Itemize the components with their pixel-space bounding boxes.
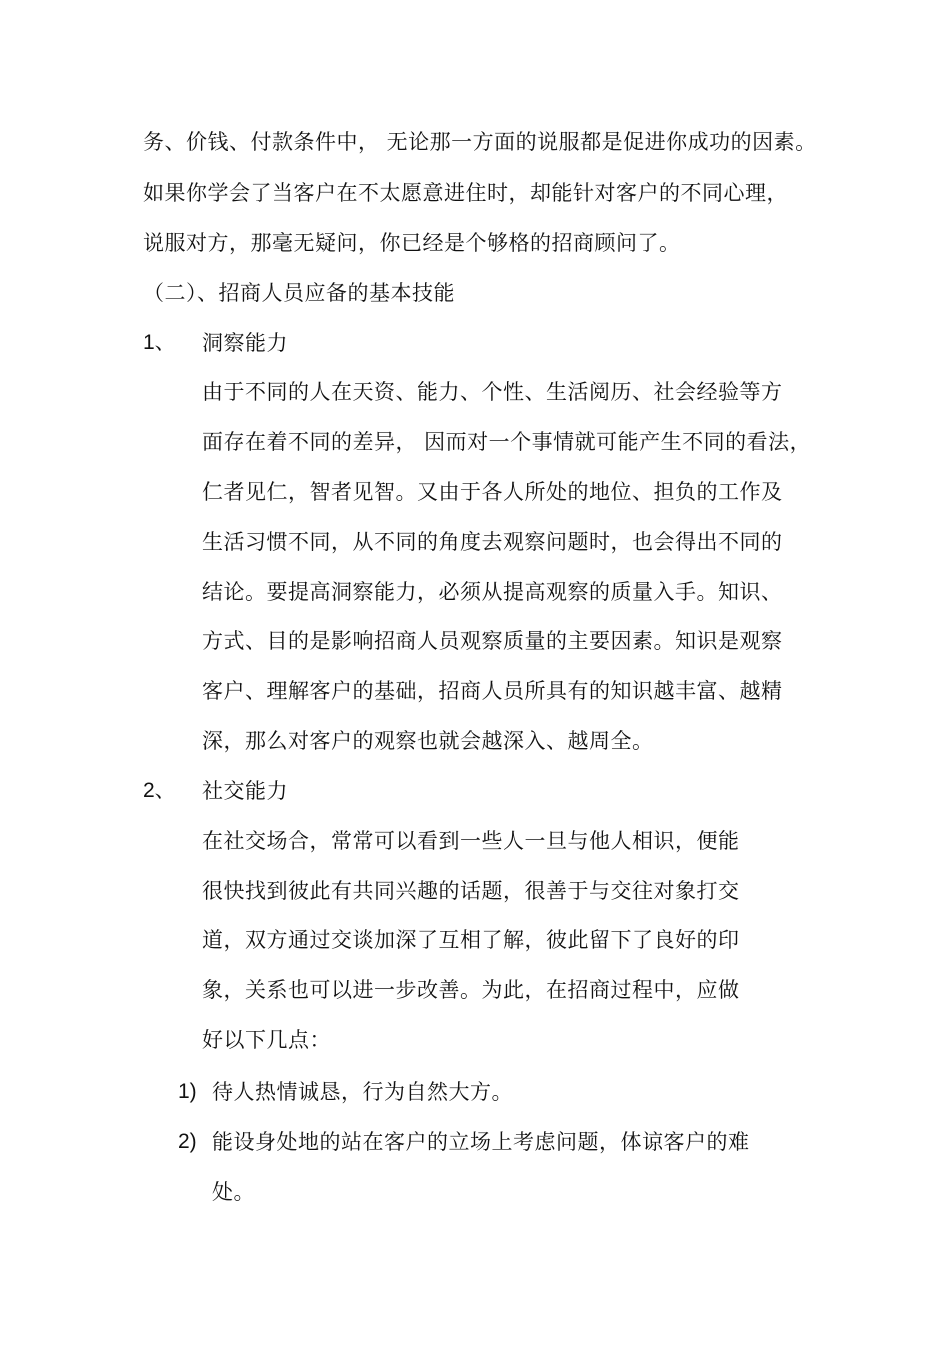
item2-title: 社交能力 xyxy=(202,779,288,803)
item1-line-5: 结论。要提高洞察能力，必须从提高观察的质量入手。知识、 xyxy=(202,580,783,604)
intro-line-1: 务、价钱、付款条件中， 无论那一方面的说服都是促进你成功的因素。 xyxy=(143,130,817,154)
subitem1-number: 1) xyxy=(178,1080,197,1103)
item1-number: 1、 xyxy=(143,331,176,354)
item1-title: 洞察能力 xyxy=(202,331,288,355)
item1-line-8: 深，那么对客户的观察也就会越深入、越周全。 xyxy=(202,729,654,753)
item1-line-7: 客户、理解客户的基础，招商人员所具有的知识越丰富、越精 xyxy=(202,679,783,703)
item2-number: 2、 xyxy=(143,779,176,802)
subitem2-text: 能设身处地的站在客户的立场上考虑问题，体谅客户的难 xyxy=(212,1130,750,1154)
subitem2-number: 2) xyxy=(178,1130,197,1153)
item1-line-3: 仁者见仁，智者见智。又由于各人所处的地位、担负的工作及 xyxy=(202,480,783,504)
item1-line-4: 生活习惯不同，从不同的角度去观察问题时，也会得出不同的 xyxy=(202,530,783,554)
intro-line-2: 如果你学会了当客户在不太愿意进住时，却能针对客户的不同心理， xyxy=(143,181,788,205)
item1-line-1: 由于不同的人在天资、能力、个性、生活阅历、社会经验等方 xyxy=(202,380,783,404)
item2-line-1: 在社交场合，常常可以看到一些人一旦与他人相识，便能 xyxy=(202,829,740,853)
section-title: （二）、招商人员应备的基本技能 xyxy=(143,281,455,305)
subitem2-continuation: 处。 xyxy=(212,1180,255,1204)
item2-line-4: 象，关系也可以进一步改善。为此，在招商过程中，应做 xyxy=(202,978,740,1002)
item1-line-6: 方式、目的是影响招商人员观察质量的主要因素。知识是观察 xyxy=(202,629,783,653)
subitem1-text: 待人热情诚恳，行为自然大方。 xyxy=(212,1080,513,1104)
intro-line-3: 说服对方，那毫无疑问，你已经是个够格的招商顾问了。 xyxy=(143,231,681,255)
item2-line-3: 道，双方通过交谈加深了互相了解，彼此留下了良好的印 xyxy=(202,928,740,952)
item2-line-2: 很快找到彼此有共同兴趣的话题，很善于与交往对象打交 xyxy=(202,879,740,903)
item2-line-5: 好以下几点： xyxy=(202,1028,331,1052)
item1-line-2: 面存在着不同的差异， 因而对一个事情就可能产生不同的看法， xyxy=(202,430,812,454)
